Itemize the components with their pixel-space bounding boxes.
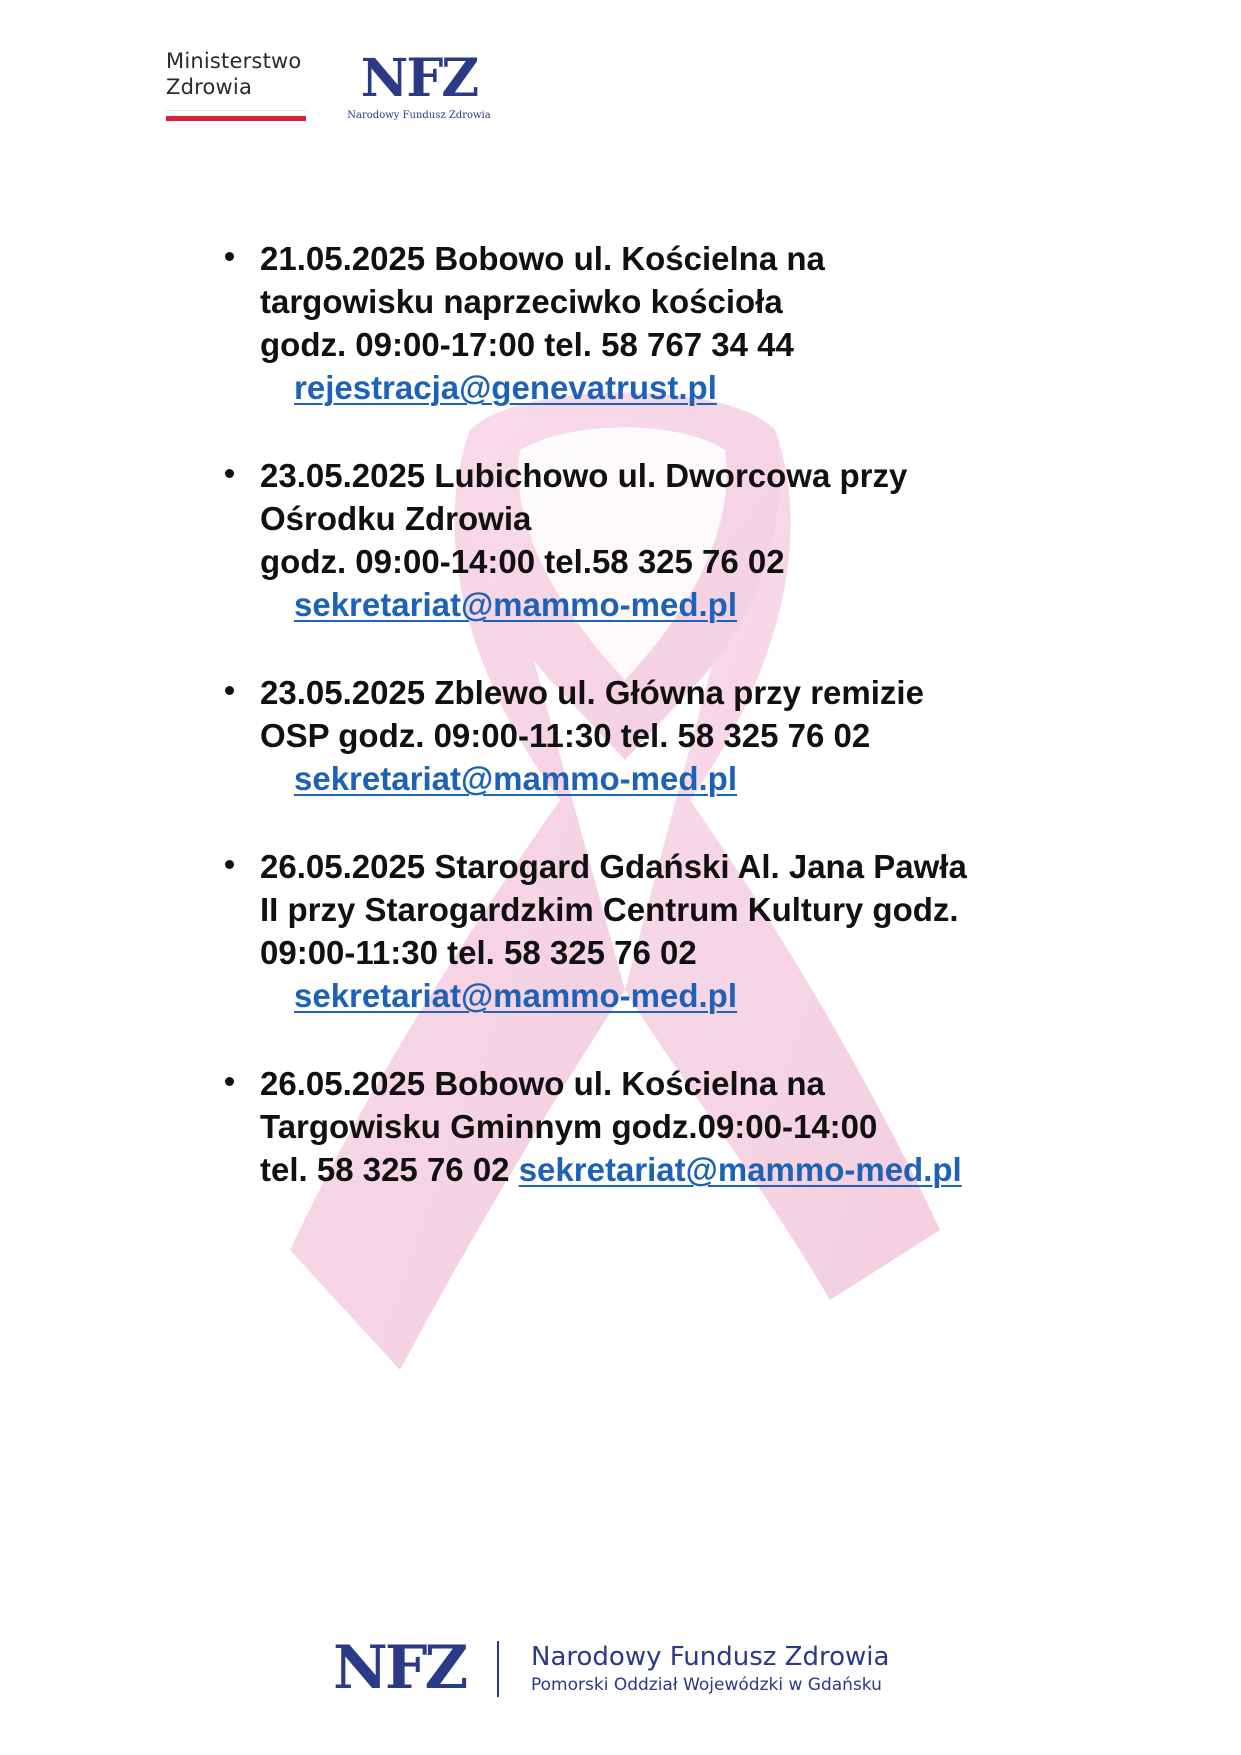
nfz-logo-mark-footer: NFZ: [333, 1633, 466, 1703]
bullet-icon: [225, 469, 234, 478]
ministry-name-line1: Ministerstwo: [166, 49, 302, 73]
bullet-icon: [225, 860, 234, 869]
email-link[interactable]: sekretariat@mammo-med.pl: [294, 760, 738, 797]
list-item-text: [260, 671, 1125, 800]
list-item: [225, 454, 1125, 626]
bullet-icon: [225, 252, 234, 261]
entry-line: 23.05.2025 Lubichowo ul. Dworcowa przy: [260, 457, 908, 494]
entry-line: 26.05.2025 Starogard Gdański Al. Jana Pawła: [260, 848, 967, 885]
footer-logo: [333, 1635, 973, 1705]
list-item-text: [260, 1062, 1125, 1191]
phone-text: tel. 58 325 76 02: [260, 1151, 519, 1188]
entry-line: godz. 09:00-17:00 tel. 58 767 34 44: [260, 326, 794, 363]
bullet-icon: [225, 686, 234, 695]
nfz-logo-caption: Narodowy Fundusz Zdrowia: [347, 110, 491, 121]
list-item-text: [260, 845, 1125, 1017]
list-item-text: [260, 237, 1125, 409]
nfz-logo-mark: NFZ: [360, 48, 478, 109]
entry-line: II przy Starogardzkim Centrum Kultury godz.: [260, 891, 959, 928]
entry-line: 26.05.2025 Bobowo ul. Kościelna na: [260, 1065, 825, 1102]
polish-flag-stripe: [166, 110, 306, 121]
footer-title: Narodowy Fundusz Zdrowia: [531, 1642, 890, 1672]
entry-line: 23.05.2025 Zblewo ul. Główna przy remizie: [260, 674, 924, 711]
footer-text: [531, 1641, 889, 1697]
entry-line: Ośrodku Zdrowia: [260, 500, 532, 537]
entry-line: OSP godz. 09:00-11:30 tel. 58 325 76 02: [260, 717, 871, 754]
bullet-icon: [225, 1077, 234, 1086]
list-item: [225, 671, 1125, 800]
email-link[interactable]: sekretariat@mammo-med.pl: [294, 586, 738, 623]
footer-subtitle: Pomorski Oddział Wojewódzki w Gdańsku: [531, 1675, 882, 1695]
entry-line: 09:00-11:30 tel. 58 325 76 02: [260, 934, 697, 971]
list-item: [225, 1062, 1125, 1191]
email-link[interactable]: sekretariat@mammo-med.pl: [518, 1151, 962, 1188]
list-item: [225, 845, 1125, 1017]
list-item: [225, 237, 1125, 409]
entry-line: 21.05.2025 Bobowo ul. Kościelna na: [260, 240, 825, 277]
entry-line: godz. 09:00-14:00 tel.58 325 76 02: [260, 543, 785, 580]
entry-line: Targowisku Gminnym godz.09:00-14:00: [260, 1108, 878, 1145]
email-link[interactable]: sekretariat@mammo-med.pl: [294, 977, 738, 1014]
list-item-text: [260, 454, 1125, 626]
screening-schedule-list: [225, 237, 1125, 1236]
ministry-of-health-logo: [166, 48, 316, 121]
nfz-logo-header: [324, 50, 514, 121]
email-link[interactable]: rejestracja@genevatrust.pl: [294, 369, 717, 406]
footer-divider: [497, 1641, 499, 1697]
entry-line-with-email: [260, 1148, 1125, 1191]
ministry-name-line2: Zdrowia: [166, 75, 253, 99]
entry-line: targowisku naprzeciwko kościoła: [260, 283, 783, 320]
